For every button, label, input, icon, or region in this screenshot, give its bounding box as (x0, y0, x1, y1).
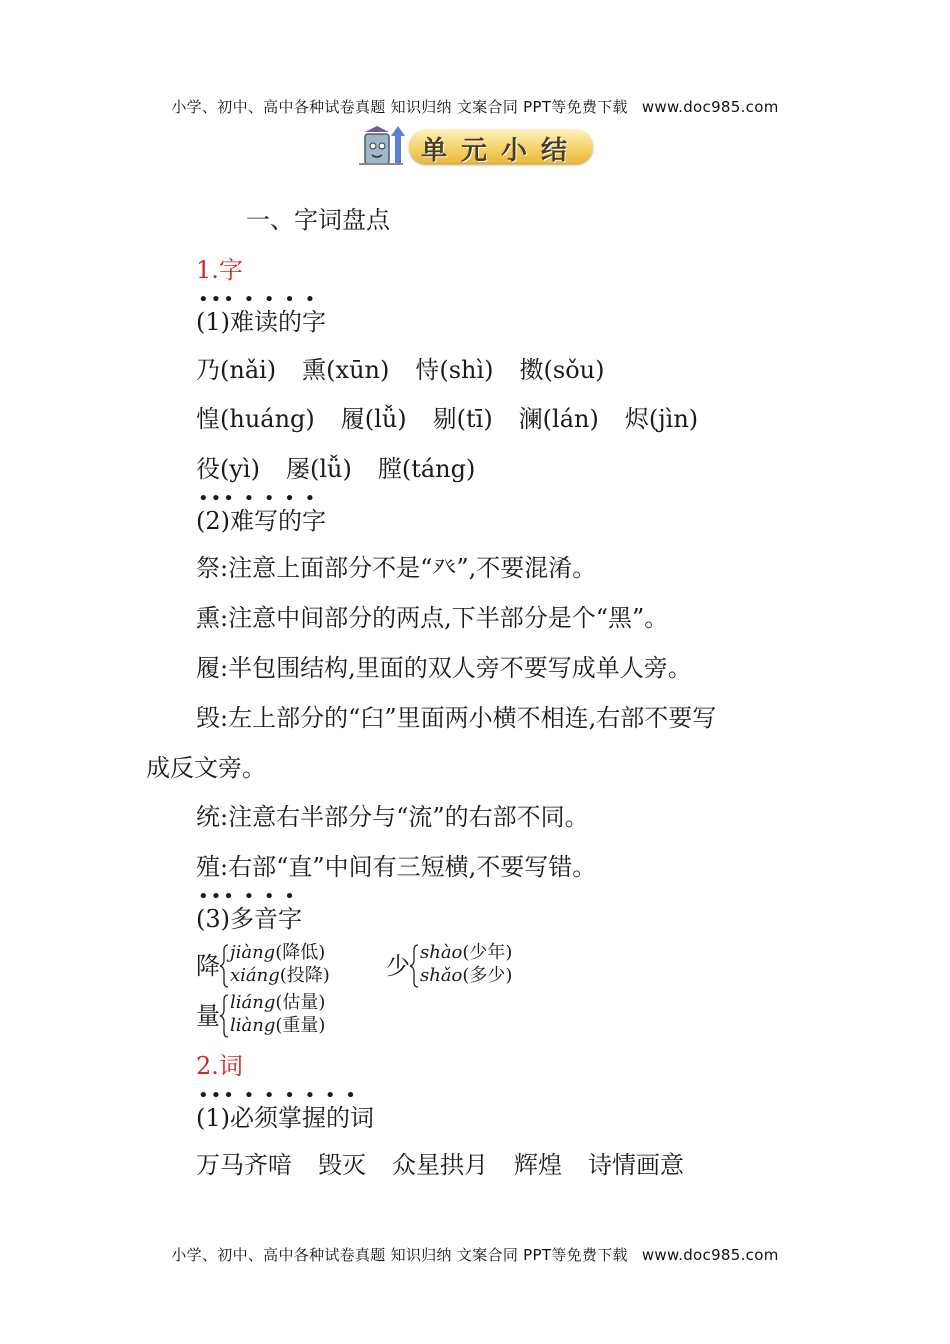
polyphonic-option: liáng(估量) (230, 992, 326, 1013)
char-pinyin: 乃(nǎi) (196, 356, 277, 384)
footer-tagline: 小学、初中、高中各种试卷真题 知识归纳 文案合同 PPT等免费下载 (171, 1246, 628, 1264)
zi-heading: 1.字 (196, 256, 243, 284)
hard-read-row-2 (196, 404, 698, 434)
emphasis-dots: ••• • • • • (198, 488, 318, 509)
polyphonic-char: 量 (196, 1002, 220, 1030)
banner-title: 单元小结 (420, 136, 581, 166)
hard-write-line: 祭:注意上面部分不是“癶”,不要混淆。 (196, 554, 597, 582)
hard-write-line: 成反文旁。 (146, 754, 266, 782)
emphasis-dots: ••• • • • • • • (198, 1085, 358, 1106)
char-pinyin: 剔(tī) (432, 405, 493, 433)
char-pinyin: 履(lǚ) (340, 405, 407, 433)
must-master-heading: (1)必须掌握的词 (196, 1104, 374, 1132)
header-url[interactable]: www.doc985.com (641, 98, 779, 116)
polyphonic-option: jiàng(降低) (230, 942, 326, 963)
hard-read-row-1 (196, 355, 605, 385)
footer-url[interactable]: www.doc985.com (641, 1246, 779, 1264)
char-pinyin: 惶(huáng) (196, 405, 315, 433)
polyphonic-heading: (3)多音字 (196, 905, 302, 933)
vocab-word: 众星拱月 (392, 1151, 488, 1179)
section-banner (357, 122, 597, 170)
polyphonic-option: shǎo(多少) (420, 965, 513, 986)
vocab-word: 万马齐喑 (196, 1151, 292, 1179)
emphasis-dots: ••• • • • • (198, 289, 318, 310)
polyphonic-option: shào(少年) (420, 942, 513, 963)
header-tagline: 小学、初中、高中各种试卷真题 知识归纳 文案合同 PPT等免费下载 (171, 98, 628, 116)
left-brace-icon (409, 944, 419, 988)
hard-write-line: 履:半包围结构,里面的双人旁不要写成单人旁。 (196, 654, 692, 682)
polyphonic-group (196, 942, 386, 990)
char-pinyin: 屡(lǚ) (285, 455, 352, 483)
hard-read-row-3 (196, 454, 475, 484)
book-mascot-icon (357, 124, 409, 168)
polyphonic-char: 少 (386, 952, 410, 980)
section-heading: 一、字词盘点 (246, 206, 390, 234)
emphasis-dots: ••• • • • (198, 886, 297, 907)
left-brace-icon (219, 994, 229, 1038)
left-brace-icon (219, 944, 229, 988)
hard-write-line: 殖:右部“直”中间有三短横,不要写错。 (196, 853, 597, 881)
must-master-words (196, 1150, 684, 1180)
page-footer (0, 1244, 950, 1265)
vocab-word: 毁灭 (318, 1151, 366, 1179)
char-pinyin: 恃(shì) (415, 356, 494, 384)
vocab-word: 诗情画意 (588, 1151, 684, 1179)
vocab-word: 辉煌 (514, 1151, 562, 1179)
polyphonic-group (386, 942, 576, 990)
hard-read-heading: (1)难读的字 (196, 308, 326, 336)
page-header (0, 96, 950, 117)
hard-write-line: 毁:左上部分的“臼”里面两小横不相连,右部不要写 (196, 704, 717, 732)
polyphonic-group (196, 992, 386, 1040)
char-pinyin: 熏(xūn) (302, 356, 390, 384)
polyphonic-option: liàng(重量) (230, 1015, 326, 1036)
hard-write-heading: (2)难写的字 (196, 507, 326, 535)
polyphonic-option: xiáng(投降) (230, 965, 330, 986)
hard-write-line: 统:注意右半部分与“流”的右部不同。 (196, 803, 589, 831)
char-pinyin: 擞(sǒu) (519, 356, 605, 384)
char-pinyin: 澜(lán) (518, 405, 599, 433)
char-pinyin: 烬(jìn) (624, 405, 699, 433)
polyphonic-char: 降 (196, 952, 220, 980)
char-pinyin: 役(yì) (196, 455, 260, 483)
ci-heading: 2.词 (196, 1052, 243, 1080)
hard-write-line: 熏:注意中间部分的两点,下半部分是个“黑”。 (196, 604, 669, 632)
char-pinyin: 膛(táng) (377, 455, 476, 483)
